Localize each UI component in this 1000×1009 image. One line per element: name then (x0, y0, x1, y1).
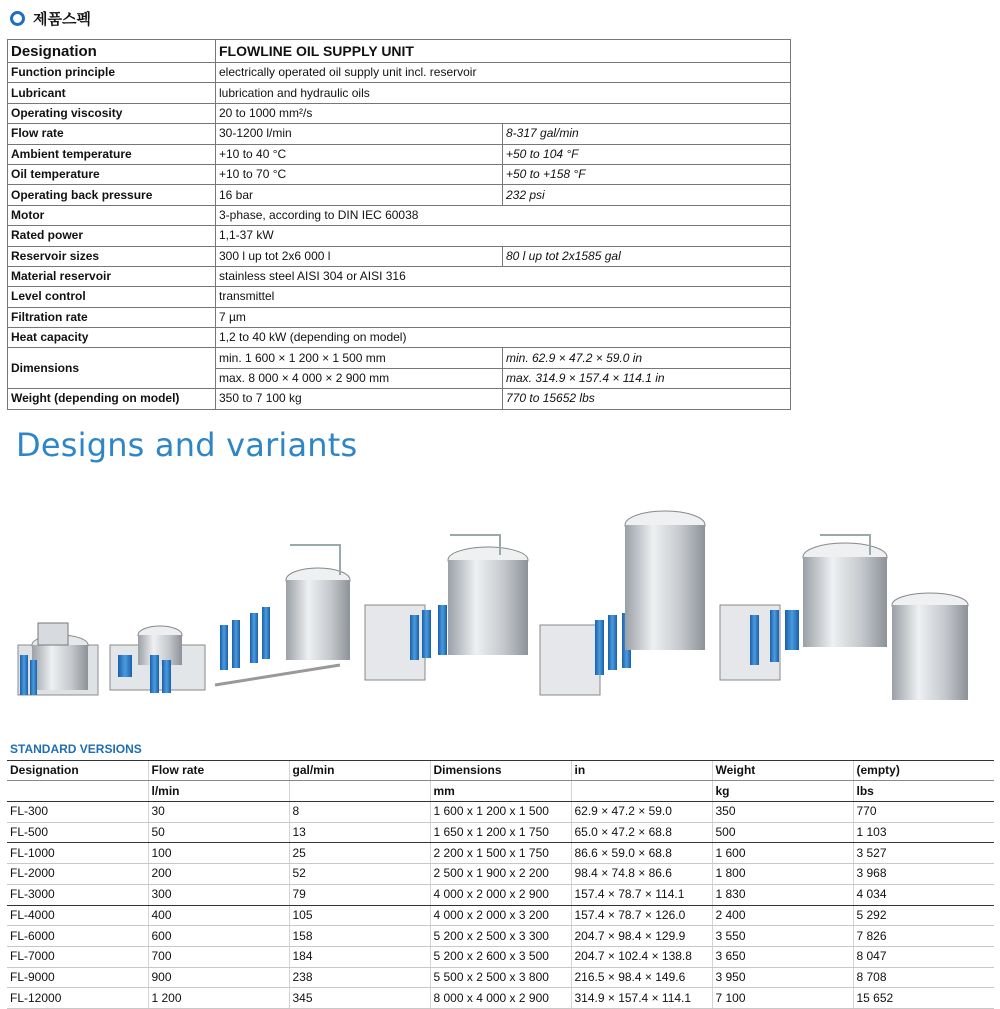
spec-label: Ambient temperature (8, 144, 216, 164)
spec-imperial-value: 232 psi (503, 185, 791, 205)
table-cell: 216.5 × 98.4 × 149.6 (571, 967, 712, 988)
table-cell: 600 (148, 926, 289, 947)
table-cell: 1 200 (148, 988, 289, 1009)
table-cell: 204.7 × 102.4 × 138.8 (571, 946, 712, 967)
table-cell: kg (712, 781, 853, 802)
unit-fl-4000 (540, 511, 705, 695)
spec-metric-value: lubrication and hydraulic oils (216, 83, 791, 103)
table-cell: 5 292 (853, 905, 994, 926)
table-cell: l/min (148, 781, 289, 802)
table-cell: 7 826 (853, 926, 994, 947)
table-cell: 8 047 (853, 946, 994, 967)
spec-row (8, 164, 791, 184)
spec-metric-value: max. 8 000 × 4 000 × 2 900 mm (216, 368, 503, 388)
spec-metric-value: min. 1 600 × 1 200 × 1 500 mm (216, 348, 503, 368)
table-cell: 400 (148, 905, 289, 926)
table-cell: 4 000 x 2 000 x 3 200 (430, 905, 571, 926)
spec-label: Reservoir sizes (8, 246, 216, 266)
spec-row (8, 185, 791, 205)
table-cell (7, 781, 148, 802)
spec-metric-value: transmittel (216, 287, 791, 307)
table-cell: 200 (148, 864, 289, 885)
spec-row (8, 287, 791, 307)
table-cell: 4 034 (853, 884, 994, 905)
table-cell: 184 (289, 946, 430, 967)
table-cell: Weight (712, 760, 853, 781)
spec-header-row (8, 40, 791, 63)
table-row (7, 843, 994, 864)
table-cell: Dimensions (430, 760, 571, 781)
spec-metric-value: +10 to 70 °C (216, 164, 503, 184)
table-cell: FL-7000 (7, 946, 148, 967)
table-cell: 79 (289, 884, 430, 905)
spec-imperial-value: +50 to +158 °F (503, 164, 791, 184)
spec-imperial-value: 8-317 gal/min (503, 124, 791, 144)
spec-metric-value: electrically operated oil supply unit incl. reservoir (216, 63, 791, 83)
table-cell: 15 652 (853, 988, 994, 1009)
table-cell: mm (430, 781, 571, 802)
unit-fl-12000 (720, 535, 968, 700)
table-cell: 350 (712, 802, 853, 823)
table-cell: 1 650 x 1 200 x 1 750 (430, 822, 571, 843)
spec-label: Heat capacity (8, 328, 216, 348)
table-cell: 1 600 (712, 843, 853, 864)
table-cell: 158 (289, 926, 430, 947)
table-cell: 5 500 x 2 500 x 3 800 (430, 967, 571, 988)
table-cell: (empty) (853, 760, 994, 781)
spec-label: Rated power (8, 226, 216, 246)
spec-row (8, 144, 791, 164)
table-cell: FL-4000 (7, 905, 148, 926)
standard-units-row (7, 781, 994, 802)
standard-header-row (7, 760, 994, 781)
table-cell: FL-300 (7, 802, 148, 823)
table-cell: 1 800 (712, 864, 853, 885)
table-cell: 4 000 x 2 000 x 2 900 (430, 884, 571, 905)
table-cell: 157.4 × 78.7 × 126.0 (571, 905, 712, 926)
spec-metric-value: stainless steel AISI 304 or AISI 316 (216, 266, 791, 286)
table-cell: FL-9000 (7, 967, 148, 988)
table-cell: 238 (289, 967, 430, 988)
table-cell: 2 200 x 1 500 x 1 750 (430, 843, 571, 864)
table-cell (289, 781, 430, 802)
table-cell: 3 550 (712, 926, 853, 947)
table-row (7, 967, 994, 988)
table-cell: Designation (7, 760, 148, 781)
table-cell: 345 (289, 988, 430, 1009)
spec-metric-value: 300 l up tot 2x6 000 l (216, 246, 503, 266)
spec-table (7, 39, 791, 410)
table-row (7, 988, 994, 1009)
table-cell: 5 200 x 2 600 x 3 500 (430, 946, 571, 967)
table-cell: 62.9 × 47.2 × 59.0 (571, 802, 712, 823)
table-cell: 8 000 x 4 000 x 2 900 (430, 988, 571, 1009)
unit-fl-300 (18, 623, 98, 695)
circle-bullet-icon (10, 11, 25, 26)
spec-label: Operating viscosity (8, 103, 216, 123)
spec-label: Material reservoir (8, 266, 216, 286)
section-title: 제품스펙 (33, 9, 91, 28)
spec-imperial-value: 80 l up tot 2x1585 gal (503, 246, 791, 266)
table-cell (571, 781, 712, 802)
table-cell: FL-6000 (7, 926, 148, 947)
spec-header-label: Designation (8, 40, 216, 63)
table-row (7, 864, 994, 885)
table-cell: 50 (148, 822, 289, 843)
table-cell: 300 (148, 884, 289, 905)
spec-row (8, 83, 791, 103)
table-row (7, 946, 994, 967)
table-cell: FL-3000 (7, 884, 148, 905)
table-cell: 8 (289, 802, 430, 823)
table-cell: 7 100 (712, 988, 853, 1009)
table-cell: 13 (289, 822, 430, 843)
spec-metric-value: 3-phase, according to DIN IEC 60038 (216, 205, 791, 225)
table-row (7, 822, 994, 843)
table-row (7, 905, 994, 926)
table-cell: 2 400 (712, 905, 853, 926)
table-cell: 98.4 × 74.8 × 86.6 (571, 864, 712, 885)
table-cell: 900 (148, 967, 289, 988)
spec-row (8, 103, 791, 123)
table-cell: 1 830 (712, 884, 853, 905)
table-cell: Flow rate (148, 760, 289, 781)
unit-fl-500 (110, 626, 205, 693)
spec-header-product: FLOWLINE OIL SUPPLY UNIT (216, 40, 791, 63)
table-cell: 52 (289, 864, 430, 885)
spec-metric-value: 350 to 7 100 kg (216, 389, 503, 409)
table-cell: 5 200 x 2 500 x 3 300 (430, 926, 571, 947)
spec-imperial-value: 770 to 15652 lbs (503, 389, 791, 409)
table-cell: 1 103 (853, 822, 994, 843)
table-cell: 700 (148, 946, 289, 967)
standard-title-row (7, 740, 994, 760)
designs-heading: Designs and variants (16, 426, 358, 464)
table-cell: 314.9 × 157.4 × 114.1 (571, 988, 712, 1009)
table-cell: 2 500 x 1 900 x 2 200 (430, 864, 571, 885)
spec-imperial-value: +50 to 104 °F (503, 144, 791, 164)
spec-row (8, 226, 791, 246)
table-cell: 3 527 (853, 843, 994, 864)
spec-imperial-value: max. 314.9 × 157.4 × 114.1 in (503, 368, 791, 388)
table-cell: 65.0 × 47.2 × 68.8 (571, 822, 712, 843)
table-cell: 500 (712, 822, 853, 843)
spec-metric-value: 30-1200 l/min (216, 124, 503, 144)
unit-fl-1000 (215, 545, 350, 685)
table-cell: 105 (289, 905, 430, 926)
spec-row (8, 124, 791, 144)
spec-row (8, 328, 791, 348)
table-cell: 3 650 (712, 946, 853, 967)
table-cell: 204.7 × 98.4 × 129.9 (571, 926, 712, 947)
table-cell: FL-1000 (7, 843, 148, 864)
spec-label: Weight (depending on model) (8, 389, 216, 409)
table-row (7, 802, 994, 823)
table-cell: FL-12000 (7, 988, 148, 1009)
spec-label: Level control (8, 287, 216, 307)
spec-label: Motor (8, 205, 216, 225)
product-variants-image (10, 495, 995, 720)
table-cell: 30 (148, 802, 289, 823)
spec-metric-value: 7 µm (216, 307, 791, 327)
spec-label: Lubricant (8, 83, 216, 103)
spec-metric-value: 16 bar (216, 185, 503, 205)
table-cell: gal/min (289, 760, 430, 781)
table-cell: 25 (289, 843, 430, 864)
table-cell: 100 (148, 843, 289, 864)
spec-row (8, 63, 791, 83)
spec-metric-value: 1,2 to 40 kW (depending on model) (216, 328, 791, 348)
spec-metric-value: 20 to 1000 mm²/s (216, 103, 791, 123)
table-cell: 8 708 (853, 967, 994, 988)
standard-title: STANDARD VERSIONS (7, 740, 994, 760)
table-cell: 3 968 (853, 864, 994, 885)
table-cell: lbs (853, 781, 994, 802)
table-cell: 770 (853, 802, 994, 823)
spec-label: Operating back pressure (8, 185, 216, 205)
spec-label: Filtration rate (8, 307, 216, 327)
table-row (7, 926, 994, 947)
spec-row (8, 307, 791, 327)
table-cell: 86.6 × 59.0 × 68.8 (571, 843, 712, 864)
spec-row-weight (8, 389, 791, 409)
table-cell: in (571, 760, 712, 781)
spec-imperial-value: min. 62.9 × 47.2 × 59.0 in (503, 348, 791, 368)
spec-row-dimensions-min (8, 348, 791, 368)
section-header (10, 8, 91, 28)
standard-versions-table (7, 740, 994, 1009)
spec-row (8, 246, 791, 266)
spec-label: Flow rate (8, 124, 216, 144)
spec-label: Dimensions (8, 348, 216, 389)
table-cell: FL-500 (7, 822, 148, 843)
spec-metric-value: 1,1-37 kW (216, 226, 791, 246)
spec-row (8, 205, 791, 225)
spec-metric-value: +10 to 40 °C (216, 144, 503, 164)
unit-fl-2000 (365, 535, 528, 680)
table-row (7, 884, 994, 905)
spec-row (8, 266, 791, 286)
spec-label: Function principle (8, 63, 216, 83)
table-cell: FL-2000 (7, 864, 148, 885)
spec-label: Oil temperature (8, 164, 216, 184)
table-cell: 157.4 × 78.7 × 114.1 (571, 884, 712, 905)
table-cell: 1 600 x 1 200 x 1 500 (430, 802, 571, 823)
table-cell: 3 950 (712, 967, 853, 988)
